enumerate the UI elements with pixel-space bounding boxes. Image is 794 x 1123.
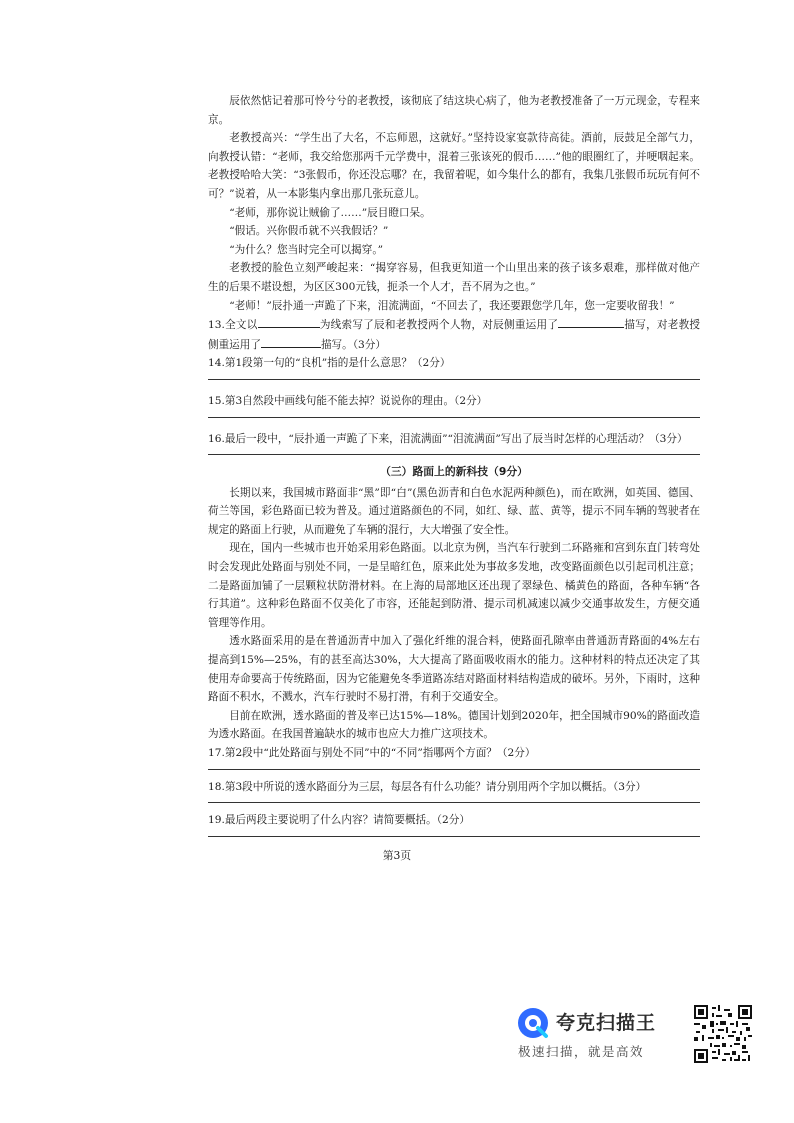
answer-line-17[interactable] xyxy=(208,763,700,770)
answer-line-18[interactable] xyxy=(208,796,700,803)
watermark-brand: 夸克扫描王 xyxy=(556,1012,657,1034)
q13-blank-1[interactable] xyxy=(258,315,320,328)
qr-code-icon xyxy=(694,1005,752,1063)
article-paragraph-1: 长期以来，我国城市路面非“黑”即“白”(黑色沥青和白色水泥两种颜色)，而在欧洲，如英国、德国、荷兰等国，彩色路面已较为普及。通过道路颜色的不同，如红、绿、蓝、黄等，提示不同车辆的驾驶者在规定的路面上行驶，从而避免了车辆的混行，大大增强了安全性。 xyxy=(208,486,700,536)
answer-line-19[interactable] xyxy=(208,830,700,837)
story-paragraph-6: 老教授的脸色立刻严峻起来：“揭穿容易，但我更知道一个山里出来的孩子该多艰难，那样做对他产生的后果不堪设想，为区区300元钱，扼杀一个人才，吾不屑为之也。” xyxy=(208,262,700,293)
scanner-watermark xyxy=(516,1004,696,1064)
question-14: 14.第1段第一句的“良机”指的是什么意思？（2分） xyxy=(208,357,451,370)
question-15: 15.第3自然段中画线句能不能去掉？说说你的理由。（2分） xyxy=(208,394,488,407)
story-paragraph-3: “老师，那你说让贼偷了……”辰目瞪口呆。 xyxy=(229,206,431,219)
watermark-slogan: 极速扫描，就是高效 xyxy=(518,1044,645,1059)
story-paragraph-5: “为什么？您当时完全可以揭穿。” xyxy=(229,243,384,256)
question-19: 19.最后两段主要说明了什么内容？请简要概括。（2分） xyxy=(208,814,470,827)
article-paragraph-2: 现在，国内一些城市也开始采用彩色路面。以北京为例，当汽车行驶到二环路雍和宫到东直门转弯处时会发现此处路面与别处不同，一是呈暗红色，原来此处为事故多发地，改变路面颜色以引起司机注意；二是路面加铺了一层颗粒状防滑材料。在上海的局部地区还出现了翠绿色、橘黄色的路面，各种车辆“各行其道”。这种彩色路面不仅美化了市容，还能起到防滑、提示司机减速以减少交通事故发生，方便交通管理等作用。 xyxy=(208,542,700,629)
q13-text-d: 描写。（3分） xyxy=(320,338,386,351)
story-paragraph-4: “假话。兴你假币就不兴我假话？” xyxy=(229,225,389,238)
article-paragraph-3: 透水路面采用的是在普通沥青中加入了强化纤维的混合料，使路面孔隙率由普通沥青路面的4%左右提高到15%—25%，有的甚至高达30%，大大提高了路面吸收雨水的能力。这种材料的特点还决定了其使用寿命要高于传统路面，因为它能避免冬季道路冻结对路面材料结构造成的破坏。另外，下雨时，这种路面不积水，不溅水，汽车行驶时不易打滑，有利于交通安全。 xyxy=(208,635,700,704)
question-13 xyxy=(208,315,700,354)
article-paragraph-4: 目前在欧洲，透水路面的普及率已达15%—18%。德国计划到2020年，把全国城市90%的路面改造为透水路面。在我国普遍缺水的城市也应大力推广这项技术。 xyxy=(208,709,700,741)
story-paragraph-7: “老师！”辰扑通一声跪了下来，泪流满面，“不回去了，我还要跟您学几年，您一定要收留我！” xyxy=(229,299,675,312)
q13-text-c: 描写，对老教授侧重运用了 xyxy=(208,319,701,351)
answer-line-14[interactable] xyxy=(208,373,700,380)
story-paragraph-2: 老教授高兴：“学生出了大名，不忘师恩，这就好。”坚持设家宴款待高徒。酒前，辰鼓足全部气力，向教授认错：“老师，我交给您那两千元学费中，混着三张该死的假币……”他的眼圈红了，并哽咽起来。老教授哈哈大笑：“3张假币，你还没忘哪？在，我留着呢，如今集什么的都有，我集几张假币玩玩有何不可？”说着，从一本影集内拿出那几张玩意儿。 xyxy=(208,132,700,200)
answer-line-15[interactable] xyxy=(208,411,700,418)
q13-text-a: 13.全文以 xyxy=(208,319,258,332)
question-16: 16.最后一段中，“辰扑通一声跪了下来，泪流满面”“泪流满面”写出了辰当时怎样的心理活动？（3分） xyxy=(208,432,688,445)
q13-text-b: 为线索写了辰和老教授两个人物，对辰侧重运用了 xyxy=(319,319,559,332)
quark-logo-icon xyxy=(516,1006,550,1040)
question-17: 17.第2段中“此处路面与别处不同”中的“不同”指哪两个方面？（2分） xyxy=(208,747,536,759)
section-3-title: （三）路面上的新科技（9分） xyxy=(380,465,528,479)
q13-blank-3[interactable] xyxy=(261,335,321,348)
q13-blank-2[interactable] xyxy=(558,315,624,328)
story-paragraph-1: 辰依然惦记着那可怜兮兮的老教授，该彻底了结这块心病了，他为老教授准备了一万元现金，专程来京。 xyxy=(208,95,700,126)
page-number: 第3页 xyxy=(382,849,412,862)
answer-line-16[interactable] xyxy=(208,448,700,455)
exam-page xyxy=(208,92,700,839)
question-18: 18.第3段中所说的透水路面分为三层，每层各有什么功能？请分别用两个字加以概括。（3分） xyxy=(208,780,647,793)
